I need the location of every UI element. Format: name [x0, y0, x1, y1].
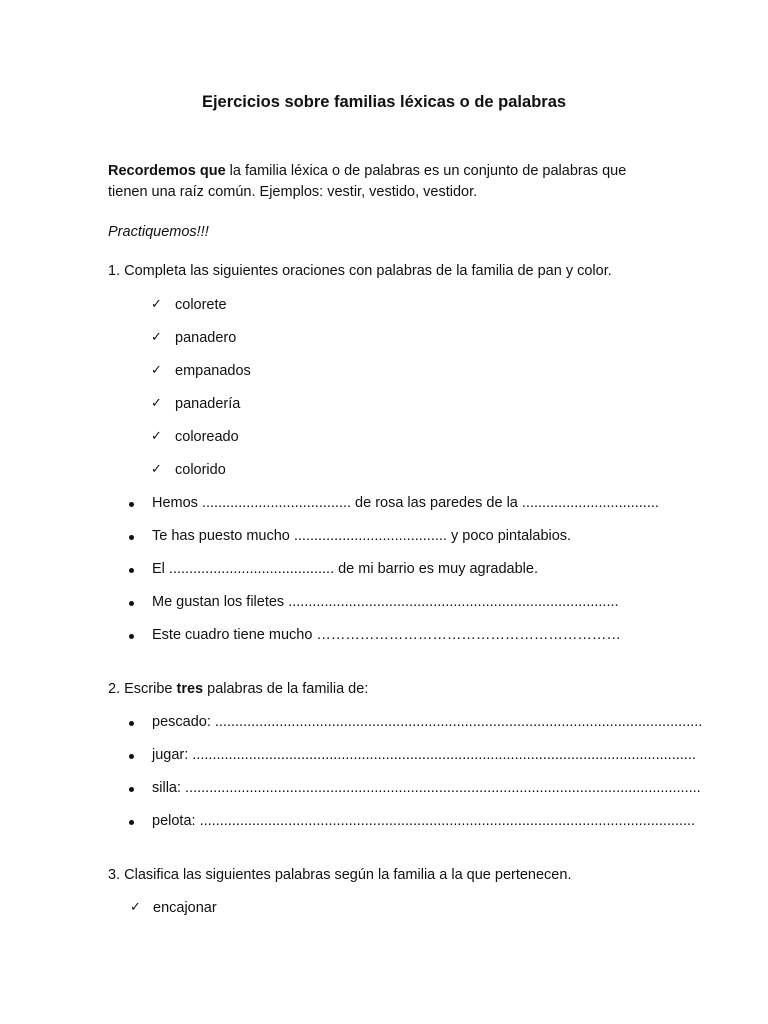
- checkmark-icon: ✓: [151, 395, 162, 410]
- exercise-2-heading: [108, 679, 368, 699]
- exercise-2-heading-bold: tres: [176, 681, 204, 697]
- sentence-item: Hemos ..................................... de rosa las paredes de la ..................................: [152, 495, 659, 511]
- word-bank-item: empanados: [175, 363, 251, 379]
- sentence-item: Este cuadro tiene mucho ………………………………………………………: [152, 627, 621, 643]
- document-title: Ejercicios sobre familias léxicas o de palabras: [201, 93, 567, 111]
- sentence-item: El ......................................... de mi barrio es muy agradable.: [152, 561, 538, 577]
- word-bank-item: colorido: [175, 462, 226, 478]
- checkmark-icon: ✓: [130, 899, 141, 914]
- family-item: jugar: .............................................................................................................................: [152, 747, 696, 763]
- bullet-icon: [129, 535, 134, 540]
- family-item: pescado: .........................................................................................................................: [152, 714, 703, 730]
- practice-label: Practiquemos!!!: [108, 224, 209, 240]
- bullet-icon: [129, 634, 134, 639]
- word-bank-item: colorete: [175, 297, 227, 313]
- bullet-icon: [129, 721, 134, 726]
- bullet-icon: [129, 754, 134, 759]
- bullet-icon: [129, 787, 134, 792]
- bullet-icon: [129, 502, 134, 507]
- intro-line-1-text: la familia léxica o de palabras es un conjunto de palabras que: [225, 163, 627, 179]
- sentence-item: Me gustan los filetes ..................................................................................: [152, 594, 619, 610]
- word-bank-item: coloreado: [175, 429, 239, 445]
- word-bank-item: panadero: [175, 330, 237, 346]
- word-bank-item: panadería: [175, 396, 241, 412]
- exercise-3-heading: 3. Clasifica las siguientes palabras según la familia a la que pertenecen.: [108, 867, 572, 883]
- checkmark-icon: ✓: [151, 428, 162, 443]
- intro-bold-lead: Recordemos que: [108, 163, 226, 179]
- bullet-icon: [129, 568, 134, 573]
- exercise-2-heading-pre: 2. Escribe: [108, 681, 177, 697]
- classify-word: encajonar: [153, 900, 217, 916]
- bullet-icon: [129, 820, 134, 825]
- checkmark-icon: ✓: [151, 296, 162, 311]
- bullet-icon: [129, 601, 134, 606]
- exercise-2-heading-post: palabras de la familia de:: [203, 681, 369, 697]
- sentence-item: Te has puesto mucho ...................................... y poco pintalabios.: [152, 528, 572, 544]
- exercise-1-heading: 1. Completa las siguientes oraciones con palabras de la familia de pan y color.: [108, 263, 612, 279]
- checkmark-icon: ✓: [151, 329, 162, 344]
- family-item: pelota: ...........................................................................................................................: [152, 813, 696, 829]
- intro-line-2: tienen una raíz común. Ejemplos: vestir, vestido, vestidor.: [108, 184, 478, 200]
- family-item: silla: ................................................................................................................................: [152, 780, 701, 796]
- checkmark-icon: ✓: [151, 362, 162, 377]
- checkmark-icon: ✓: [151, 461, 162, 476]
- intro-line-1: [108, 161, 626, 181]
